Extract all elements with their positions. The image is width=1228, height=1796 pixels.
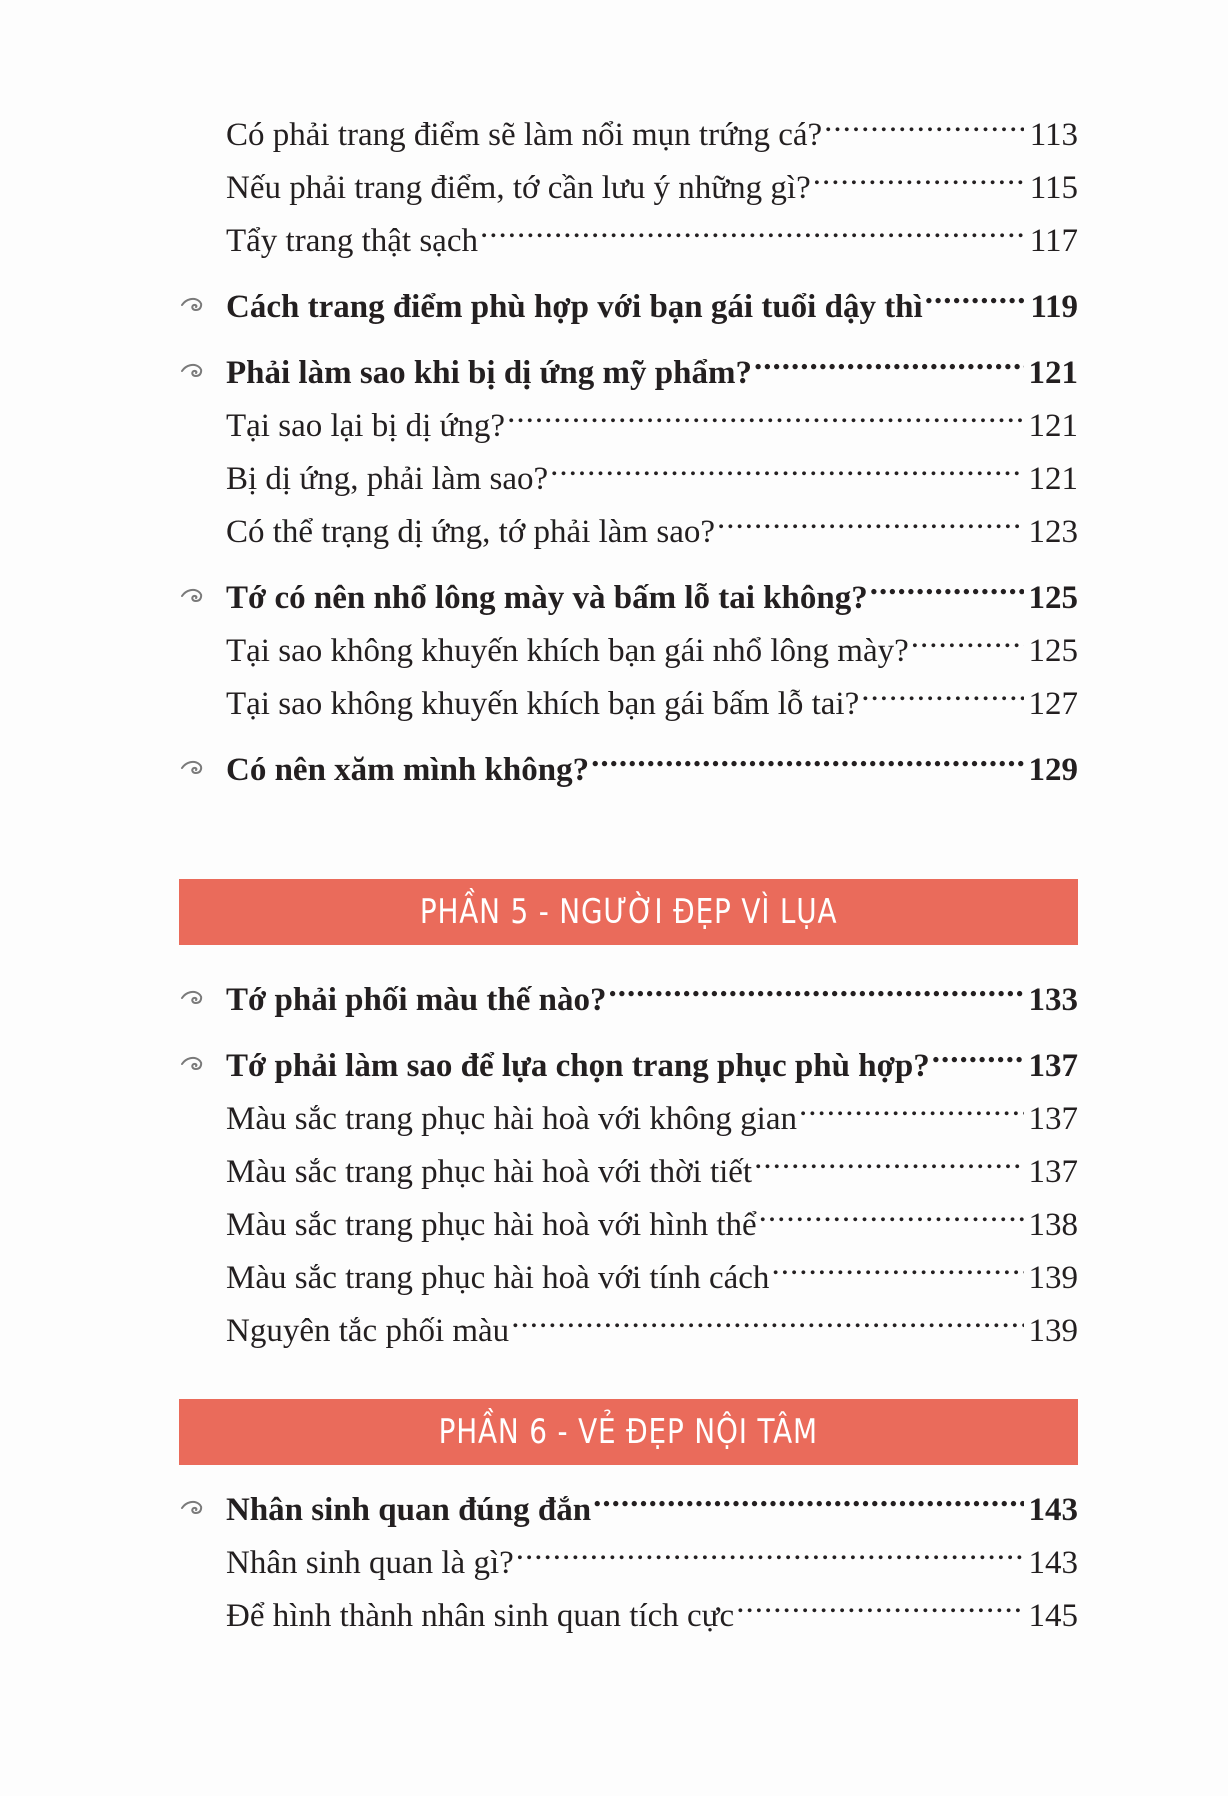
toc-entry[interactable] [226,1590,1078,1643]
toc-entry[interactable] [226,678,1078,731]
toc-entry-title: Nguyên tắc phối màu [226,1313,510,1349]
toc-entry-title: Tẩy trang thật sạch [226,223,478,259]
toc-entry-page: 125 [1028,633,1078,669]
toc-entry-page: 117 [1029,223,1078,259]
toc-chapter-entry[interactable] [178,1039,1078,1093]
dot-leader [759,1202,1024,1235]
toc-entry[interactable] [226,453,1078,506]
toc-entry-page: 113 [1029,117,1078,153]
toc-entry-page: 121 [1028,408,1078,444]
toc-entry-page: 139 [1028,1260,1078,1296]
toc-entry-page: 121 [1028,355,1078,391]
dot-leader [516,1540,1024,1573]
toc-entry-title: Màu sắc trang phục hài hoà với không gian [226,1101,797,1137]
dot-leader [507,403,1024,436]
toc-section-part4-continued [178,109,1078,797]
dot-leader [736,1593,1024,1626]
toc-entry[interactable] [226,1305,1078,1358]
part-6-heading-banner [179,1399,1078,1465]
toc-entry[interactable] [226,215,1078,268]
toc-entry-page: 129 [1028,752,1078,788]
toc-chapter-entry[interactable] [178,571,1078,625]
swirl-bullet-icon [178,1500,226,1520]
toc-entry-page: 121 [1028,461,1078,497]
dot-leader [480,218,1024,251]
toc-entry-title: Tớ phải phối màu thế nào? [226,982,607,1018]
toc-entry-page: 138 [1028,1207,1078,1243]
dot-leader [591,747,1024,780]
toc-entry-page: 119 [1030,289,1078,325]
dot-leader [608,977,1024,1010]
toc-entry-title: Có thể trạng dị ứng, tớ phải làm sao? [226,514,715,550]
toc-entry-page: 127 [1028,686,1078,722]
part-6-heading: PHẦN 6 - VẺ ĐẸP NỘI TÂM [438,1412,819,1452]
toc-entry-title: Cách trang điểm phù hợp với bạn gái tuổi dậy thì [226,289,923,325]
toc-entry-page: 143 [1028,1545,1078,1581]
dot-leader [925,284,1024,317]
toc-entry-title: Bị dị ứng, phải làm sao? [226,461,549,497]
toc-entry-title: Tại sao không khuyến khích bạn gái bấm lỗ tai? [226,686,860,722]
toc-entry-title: Màu sắc trang phục hài hoà với thời tiết [226,1154,753,1190]
dot-leader [754,1149,1024,1182]
toc-chapter-entry[interactable] [178,346,1078,400]
swirl-bullet-icon [178,588,226,608]
toc-entry-title: Để hình thành nhân sinh quan tích cực [226,1598,735,1634]
toc-entry-title: Tớ có nên nhổ lông mày và bấm lỗ tai không? [226,580,868,616]
toc-entry-title: Màu sắc trang phục hài hoà với hình thể [226,1207,757,1243]
toc-entry[interactable] [226,1199,1078,1252]
toc-entry[interactable] [226,1146,1078,1199]
part-5-heading-banner [179,879,1078,945]
dot-leader [813,165,1024,198]
toc-entry-title: Nhân sinh quan đúng đắn [226,1492,592,1528]
dot-leader [754,350,1024,383]
toc-entry[interactable] [226,625,1078,678]
toc-entry[interactable] [226,162,1078,215]
toc-entry-page: 143 [1028,1492,1078,1528]
toc-section-part5 [178,973,1078,1358]
toc-entry-title: Tớ phải làm sao để lựa chọn trang phục phù hợp? [226,1048,930,1084]
toc-entry-page: 115 [1029,170,1078,206]
part-5-heading: PHẦN 5 - NGƯỜI ĐẸP VÌ LỤA [419,892,838,932]
dot-leader [550,456,1024,489]
toc-entry-title: Nếu phải trang điểm, tớ cần lưu ý những gì? [226,170,811,206]
dot-leader [593,1487,1024,1520]
toc-entry[interactable] [226,400,1078,453]
toc-entry-page: 137 [1028,1101,1078,1137]
toc-entry-page: 125 [1028,580,1078,616]
toc-entry-page: 123 [1028,514,1078,550]
toc-chapter-entry[interactable] [178,1483,1078,1537]
toc-entry-title: Tại sao không khuyến khích bạn gái nhổ lông mày? [226,633,909,669]
toc-entry[interactable] [226,506,1078,559]
swirl-bullet-icon [178,760,226,780]
toc-entry-title: Tại sao lại bị dị ứng? [226,408,506,444]
toc-entry-page: 145 [1028,1598,1078,1634]
toc-entry-title: Màu sắc trang phục hài hoà với tính cách [226,1260,770,1296]
toc-entry-title: Nhân sinh quan là gì? [226,1545,514,1581]
toc-entry-page: 139 [1028,1313,1078,1349]
dot-leader [799,1096,1024,1129]
dot-leader [717,509,1024,542]
toc-entry-page: 137 [1028,1048,1078,1084]
swirl-bullet-icon [178,297,226,317]
dot-leader [911,628,1024,661]
toc-chapter-entry[interactable] [178,743,1078,797]
dot-leader [771,1255,1024,1288]
dot-leader [511,1308,1024,1341]
dot-leader [932,1043,1024,1076]
toc-chapter-entry[interactable] [178,973,1078,1027]
toc-entry-page: 137 [1028,1154,1078,1190]
swirl-bullet-icon [178,990,226,1010]
swirl-bullet-icon [178,363,226,383]
toc-section-part6 [178,1483,1078,1643]
toc-entry-title: Có nên xăm mình không? [226,752,590,788]
toc-entry[interactable] [226,1537,1078,1590]
toc-entry-title: Có phải trang điểm sẽ làm nổi mụn trứng cá? [226,117,823,153]
dot-leader [824,112,1024,145]
toc-entry[interactable] [226,109,1078,162]
toc-entry[interactable] [226,1093,1078,1146]
toc-chapter-entry[interactable] [178,280,1078,334]
dot-leader [861,681,1024,714]
toc-entry-page: 133 [1028,982,1078,1018]
toc-entry[interactable] [226,1252,1078,1305]
dot-leader [870,575,1024,608]
swirl-bullet-icon [178,1056,226,1076]
toc-entry-title: Phải làm sao khi bị dị ứng mỹ phẩm? [226,355,752,391]
